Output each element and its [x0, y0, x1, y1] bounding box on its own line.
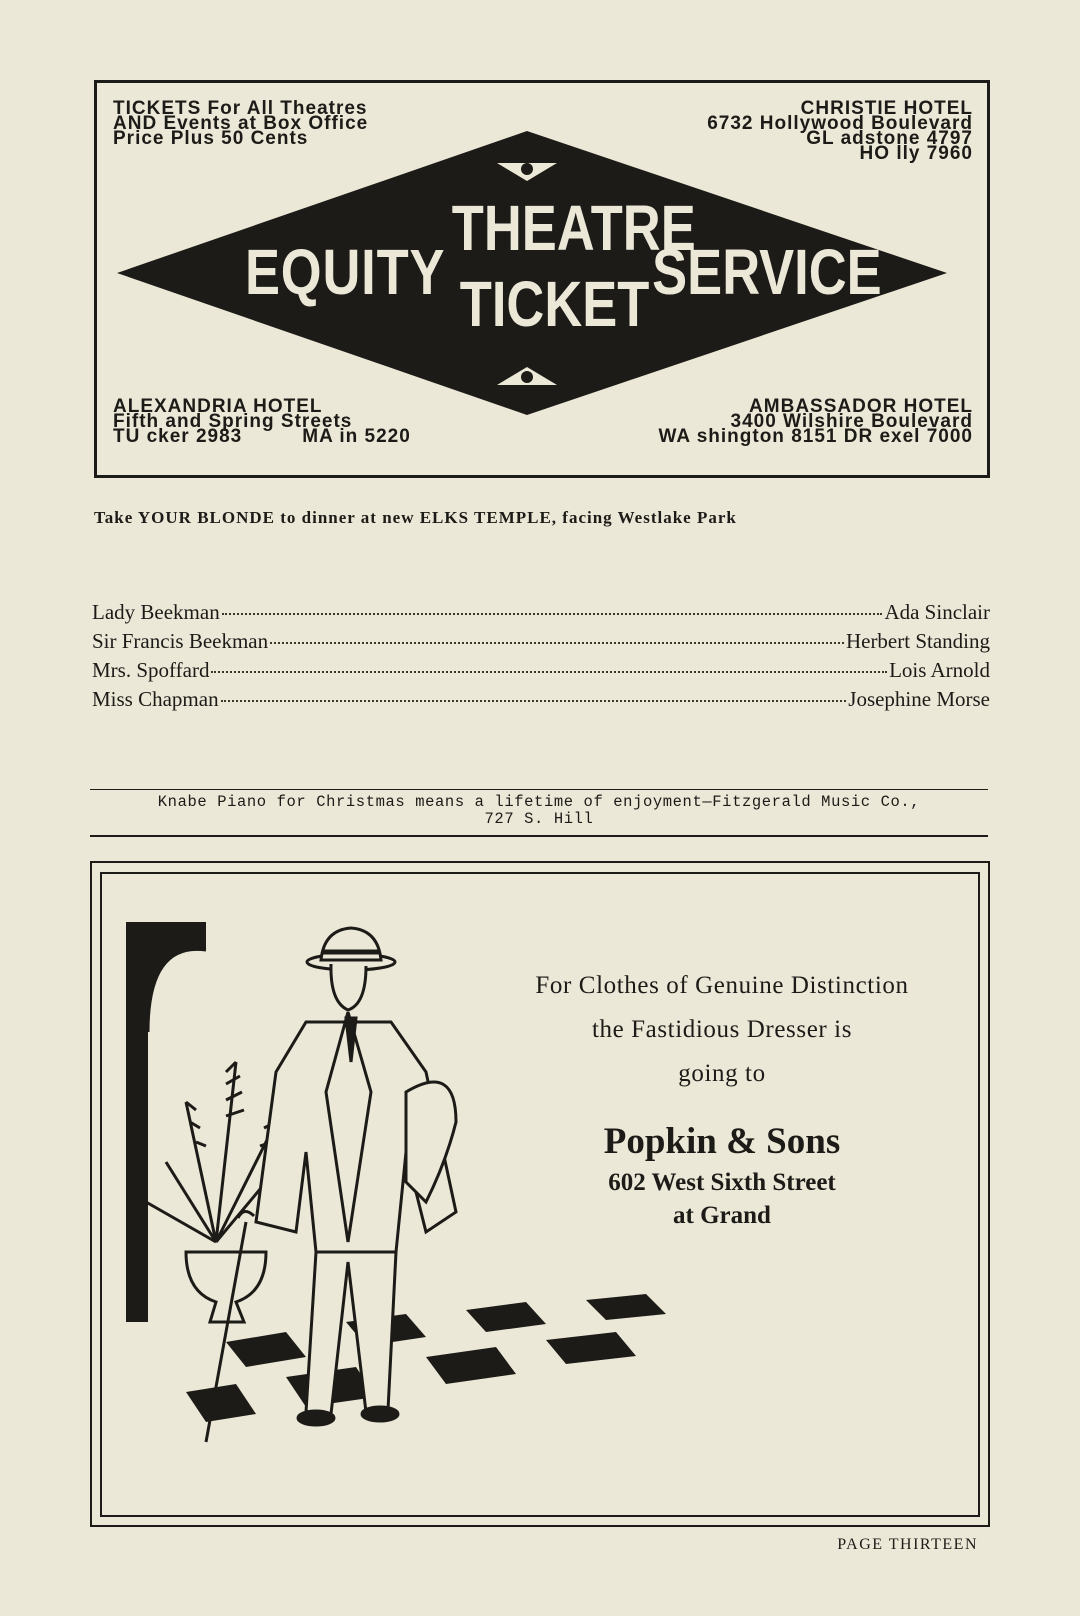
- cast-role: Lady Beekman: [92, 600, 220, 624]
- logo-word-ticket: TICKET: [459, 268, 650, 340]
- checker-floor: [186, 1294, 666, 1422]
- hotel-address: 6732 Hollywood Boulevard: [707, 113, 973, 134]
- cast-row: [92, 687, 990, 716]
- alexandria-hotel-info: [113, 396, 411, 447]
- logo-word-service: SERVICE: [652, 236, 882, 308]
- divider: [90, 789, 988, 790]
- cast-actor: Herbert Standing: [845, 629, 990, 653]
- hotel-phone: HO lly 7960: [859, 143, 973, 164]
- cast-list: [92, 600, 990, 716]
- knabe-line: Knabe Piano for Christmas means a lifetime of enjoyment—Fitzgerald Music Co.,: [157, 793, 921, 811]
- logo-word-equity: EQUITY: [244, 236, 446, 308]
- hotel-phone: TU cker 2983: [113, 426, 243, 447]
- popkin-copy: [482, 964, 962, 1232]
- cast-role: Mrs. Spoffard: [92, 658, 210, 682]
- hotel-phone: GL adstone 4797: [806, 128, 973, 149]
- note-line: TICKETS For All Theatres: [113, 98, 368, 119]
- knabe-address: 727 S. Hill: [484, 810, 594, 828]
- note-line: AND Events at Box Office: [113, 113, 369, 134]
- store-address: at Grand: [673, 1202, 771, 1229]
- store-address: 602 West Sixth Street: [608, 1169, 836, 1196]
- popkin-ad-frame: [100, 872, 980, 1517]
- logo-word-theatre: THEATRE: [451, 192, 696, 264]
- cast-role: Sir Francis Beekman: [92, 629, 269, 653]
- note-line: Price Plus 50 Cents: [113, 128, 309, 149]
- dot-leader: [221, 700, 847, 702]
- cast-actor: Josephine Morse: [848, 687, 990, 711]
- cast-actor: Lois Arnold: [889, 658, 990, 682]
- cast-row: [92, 600, 990, 629]
- dot-leader: [222, 613, 883, 615]
- hotel-phone: MA in 5220: [302, 426, 411, 447]
- divider: [90, 835, 988, 837]
- hotel-name: ALEXANDRIA HOTEL: [113, 396, 323, 417]
- hotel-address: Fifth and Spring Streets: [113, 411, 353, 432]
- hotel-name: AMBASSADOR HOTEL: [749, 396, 973, 417]
- elks-temple-ad: Take YOUR BLONDE to dinner at new ELKS TEMPLE, facing Westlake Park: [94, 508, 737, 527]
- cast-actor: Ada Sinclair: [884, 600, 990, 624]
- cast-role: Miss Chapman: [92, 687, 219, 711]
- hotel-name: CHRISTIE HOTEL: [800, 98, 973, 119]
- tagline-line: the Fastidious Dresser is: [591, 1016, 853, 1043]
- hotel-address: 3400 Wilshire Boulevard: [730, 411, 973, 432]
- hotel-phone: WA shington 8151 DR exel 7000: [658, 426, 973, 447]
- store-name: Popkin & Sons: [603, 1121, 841, 1162]
- page-number: PAGE THIRTEEN: [837, 1536, 978, 1553]
- cast-row: [92, 658, 990, 687]
- equity-ticket-ad: [94, 80, 990, 478]
- cast-row: [92, 629, 990, 658]
- popkin-ad: [90, 861, 990, 1527]
- knabe-piano-ad: [90, 794, 988, 828]
- dot-leader: [270, 642, 844, 644]
- ambassador-hotel-info: [658, 396, 973, 447]
- tagline-line: going to: [678, 1060, 766, 1087]
- dot-leader: [211, 671, 887, 673]
- tagline-line: For Clothes of Genuine Distinction: [535, 972, 909, 999]
